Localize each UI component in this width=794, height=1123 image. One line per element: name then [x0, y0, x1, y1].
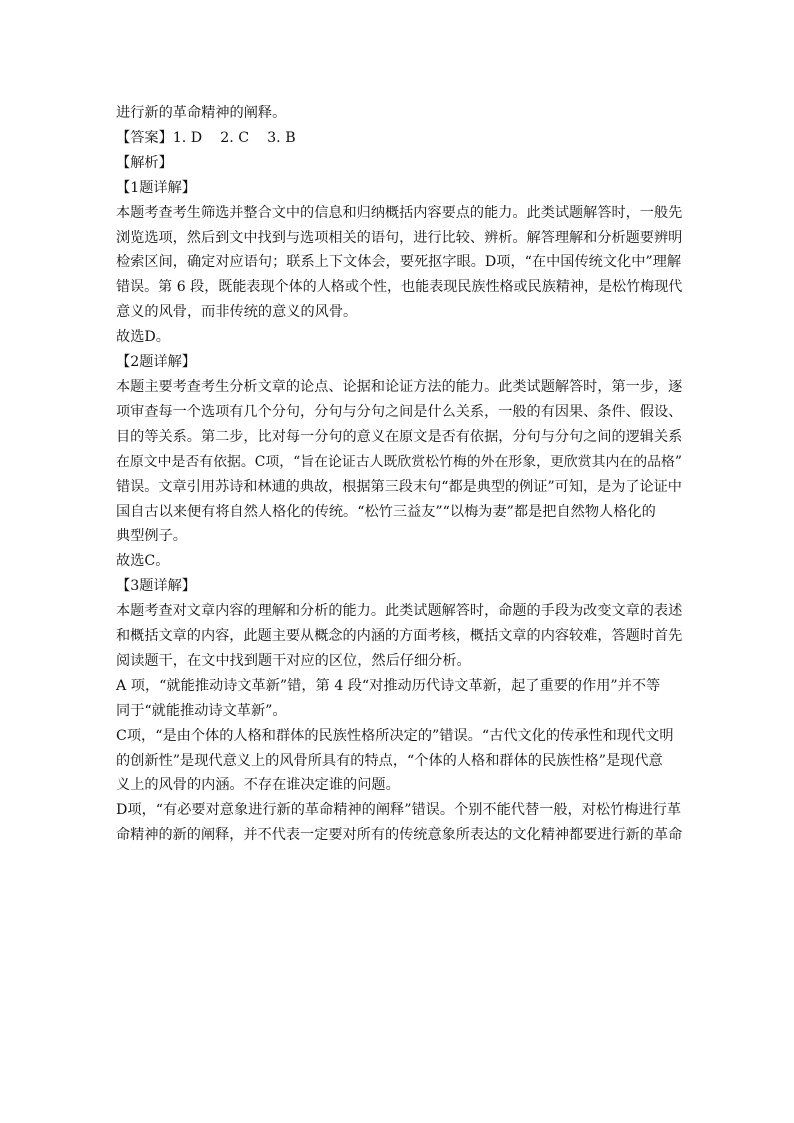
- text-line-content: 目的等关系。第二步，比对每一分句的意义在原文是否有依据，分句与分句之间的逻辑关系: [116, 428, 683, 445]
- text-line-content: 本题考查考生筛选并整合文中的信息和归纳概括内容要点的能力。此类试题解答时，一般先: [116, 204, 683, 221]
- text-line-content: 命精神的新的阐释，并不代表一定要对所有的传统意象所表达的文化精神都要进行新的革命: [116, 827, 683, 844]
- text-line: [116, 375, 682, 400]
- text-line: [116, 823, 682, 848]
- text-line-content: 【答案】1. D 2. C 3. B: [116, 129, 296, 146]
- text-line-content: D项，“有必要对意象进行新的革命精神的阐释”错误。个别不能代替一般，对松竹梅进行革: [116, 802, 682, 819]
- text-line-content: 项审查每一个选项有几个分句，分句与分句之间是什么关系，一般的有因果、条件、假设、: [116, 403, 683, 420]
- text-line: [116, 798, 682, 823]
- text-line-content: 在原文中是否有依据。C项，“旨在论证古人既欣赏松竹梅的外在形象，更欣赏其内在的品格”: [116, 453, 682, 470]
- text-line: [116, 624, 682, 649]
- text-line: [116, 574, 682, 599]
- text-line-content: 【2题详解】: [116, 354, 196, 371]
- text-line: [116, 126, 682, 151]
- text-line-content: A 项，“就能推动诗文革新”错，第 4 段“对推动历代诗文革新，起了重要的作用”并不等: [116, 677, 661, 694]
- text-line-content: 本题主要考查考生分析文章的论点、论据和论证方法的能力。此类试题解答时，第一步，逐: [116, 378, 683, 395]
- text-line-content: 本题考查对文章内容的理解和分析的能力。此类试题解答时，命题的手段为改变文章的表述: [116, 603, 683, 620]
- text-line: [116, 599, 682, 624]
- text-line: [116, 749, 682, 774]
- text-line: [116, 674, 682, 699]
- text-line-content: 阅读题干，在文中找到题干对应的区位，然后仔细分析。: [116, 652, 471, 669]
- text-line: [116, 649, 682, 674]
- text-line: [116, 475, 682, 500]
- text-line: [116, 176, 682, 201]
- text-line-content: 检索区间，确定对应语句；联系上下文体会，要死抠字眼。D项，“在中国传统文化中”理解: [116, 254, 682, 271]
- text-line: [116, 101, 682, 126]
- text-line: [116, 699, 682, 724]
- text-line: [116, 450, 682, 475]
- text-line-content: 【1题详解】: [116, 179, 196, 196]
- document-body: [116, 101, 682, 848]
- text-line: [116, 201, 682, 226]
- text-line-content: 浏览选项，然后到文中找到与选项相关的语句，进行比较、辨析。解答理解和分析题要辨明: [116, 229, 683, 246]
- text-line-content: 错误。文章引用苏诗和林逋的典故，根据第三段末句“都是典型的例证”可知，是为了论证中: [116, 478, 682, 495]
- text-line-content: 错误。第 6 段，既能表现个体的人格或个性，也能表现民族性格或民族精神，是松竹梅现代: [116, 279, 683, 296]
- text-line: [116, 773, 682, 798]
- text-line-content: 进行新的革命精神的阐释。: [116, 105, 287, 121]
- text-line-content: 的创新性”是现代意义上的风骨所具有的特点，“个体的人格和群体的民族性格”是现代意: [116, 752, 663, 769]
- text-line: [116, 425, 682, 450]
- text-line-content: 故选D。: [116, 329, 170, 346]
- text-line-content: 义上的风骨的内涵。不存在谁决定谁的问题。: [116, 777, 400, 794]
- text-line-content: 意义的风骨，而非传统的意义的风骨。: [116, 304, 358, 321]
- text-line-content: 同于“就能推动诗文革新”。: [116, 702, 287, 719]
- text-line: [116, 524, 682, 549]
- text-line: [116, 300, 682, 325]
- text-line: [116, 325, 682, 350]
- text-line: [116, 226, 682, 251]
- text-line: [116, 275, 682, 300]
- text-line: [116, 400, 682, 425]
- text-line-content: 【3题详解】: [116, 578, 196, 595]
- text-line-content: 故选C。: [116, 553, 170, 570]
- text-line: [116, 350, 682, 375]
- text-line-content: 和概括文章的内容，此题主要从概念的内涵的方面考核，概括文章的内容较难，答题时首先: [116, 628, 683, 645]
- text-line-content: C项，“是由个体的人格和群体的民族性格所决定的”错误。“古代文化的传承性和现代文明: [116, 727, 674, 744]
- text-line-content: 国自古以来便有将自然人格化的传统。“松竹三益友”“以梅为妻”都是把自然物人格化的: [116, 503, 656, 520]
- text-line-content: 典型例子。: [116, 528, 187, 545]
- text-line-content: 【解析】: [116, 154, 173, 171]
- text-line: [116, 549, 682, 574]
- text-line: [116, 250, 682, 275]
- text-line: [116, 724, 682, 749]
- text-line: [116, 500, 682, 525]
- text-line: [116, 151, 682, 176]
